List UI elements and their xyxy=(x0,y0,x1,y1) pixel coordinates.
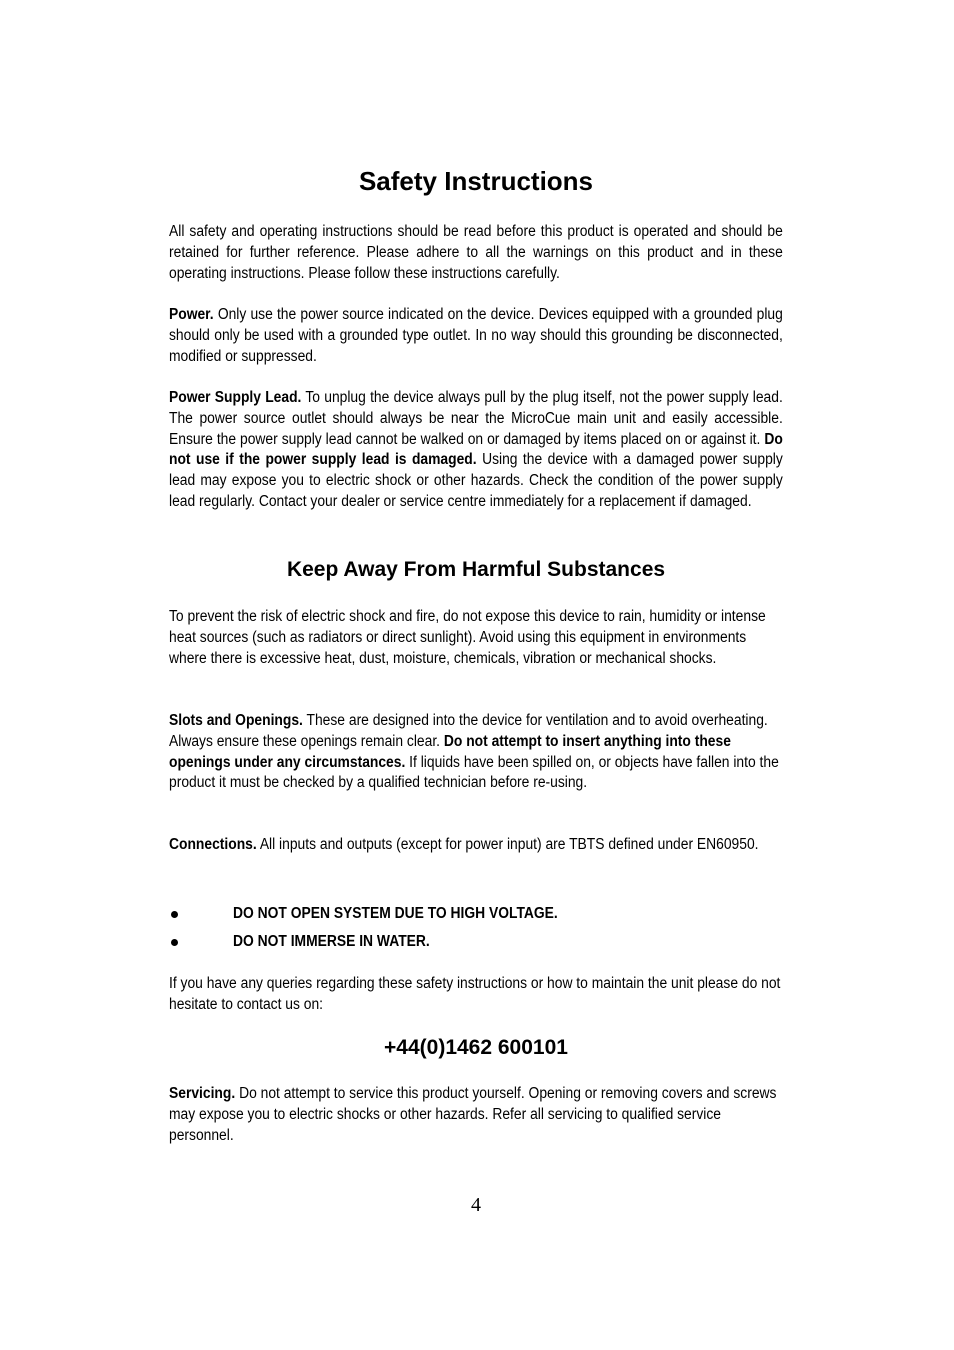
power-text: Only use the power source indicated on the device. Devices equipped with a grounded plug should only be used with a grounded type outlet. In no way should this grounding be disconnected, modified or suppressed. xyxy=(169,306,783,365)
bullet-icon xyxy=(171,939,178,946)
harmful-substances-paragraph: To prevent the risk of electric shock and fire, do not expose this device to rain, humidity or intense heat sources (such as radiators or direct sunlight). Avoid using this equipment in environments where there is excessive heat, dust, moisture, chemicals, vibration or mechanical shocks. xyxy=(169,608,766,667)
slots-label: Slots and Openings. xyxy=(169,712,303,729)
warning-text: DO NOT OPEN SYSTEM DUE TO HIGH VOLTAGE. xyxy=(233,905,558,922)
power-supply-lead-text: To unplug the device always pull by the plug itself, not the power supply lead. The power source outlet should always be near the MicroCue main unit and easily accessible. Ensure the power supply lead cannot be walked on or damaged by items placed on or against it. xyxy=(169,389,783,448)
power-supply-lead-paragraph xyxy=(169,388,783,513)
slots-warning: Do not attempt to insert anything into these openings under any circumstances. xyxy=(169,732,731,771)
servicing-label: Servicing. xyxy=(169,1085,236,1102)
connections-text: All inputs and outputs (except for power input) are TBTS defined under EN60950. xyxy=(256,836,759,853)
servicing-paragraph xyxy=(169,1084,783,1146)
slots-paragraph xyxy=(169,711,783,794)
power-label: Power. xyxy=(169,306,214,323)
power-supply-lead-label: Power Supply Lead. xyxy=(169,389,302,406)
warning-text: DO NOT IMMERSE IN WATER. xyxy=(233,933,430,950)
power-supply-lead-warning: Do not use if the power supply lead is damaged. xyxy=(169,430,783,469)
warning-item xyxy=(169,902,783,930)
slots-text: These are designed into the device for ventilation and to avoid overheating. Always ensure these openings remain clear. xyxy=(169,712,768,750)
intro-paragraph: All safety and operating instructions should be read before this product is operated and should be retained for further reference. Please adhere to all the warnings on this product and in these operating instructions. Please follow these instructions carefully. xyxy=(169,223,783,282)
phone-number: +44(0)1462 600101 xyxy=(384,1036,568,1059)
page-title: Safety Instructions xyxy=(358,166,594,196)
connections-label: Connections. xyxy=(169,836,257,853)
bullet-icon xyxy=(171,911,178,918)
power-paragraph xyxy=(169,305,783,367)
page-number: 4 xyxy=(471,1194,481,1216)
power-supply-lead-text-continued: Using the device with a damaged power supply lead may expose you to electric shock or other hazards. Check the condition of the power supply lead regularly. Contact your dealer or service centre immediately for a replacement if damaged. xyxy=(169,451,783,510)
queries-paragraph: If you have any queries regarding these safety instructions or how to maintain the unit please do not hesitate to contact us on: xyxy=(169,975,781,1013)
warning-list xyxy=(169,902,783,958)
section-heading: Keep Away From Harmful Substances xyxy=(286,558,666,581)
servicing-text: Do not attempt to service this product yourself. Opening or removing covers and screws may expose you to electric shocks or other hazards. Refer all servicing to qualified service personnel. xyxy=(169,1085,777,1144)
slots-text-continued: If liquids have been spilled on, or objects have fallen into the product it must be checked by a qualified technician before re-using. xyxy=(169,753,779,792)
connections-paragraph xyxy=(169,835,783,856)
warning-item xyxy=(169,930,783,958)
